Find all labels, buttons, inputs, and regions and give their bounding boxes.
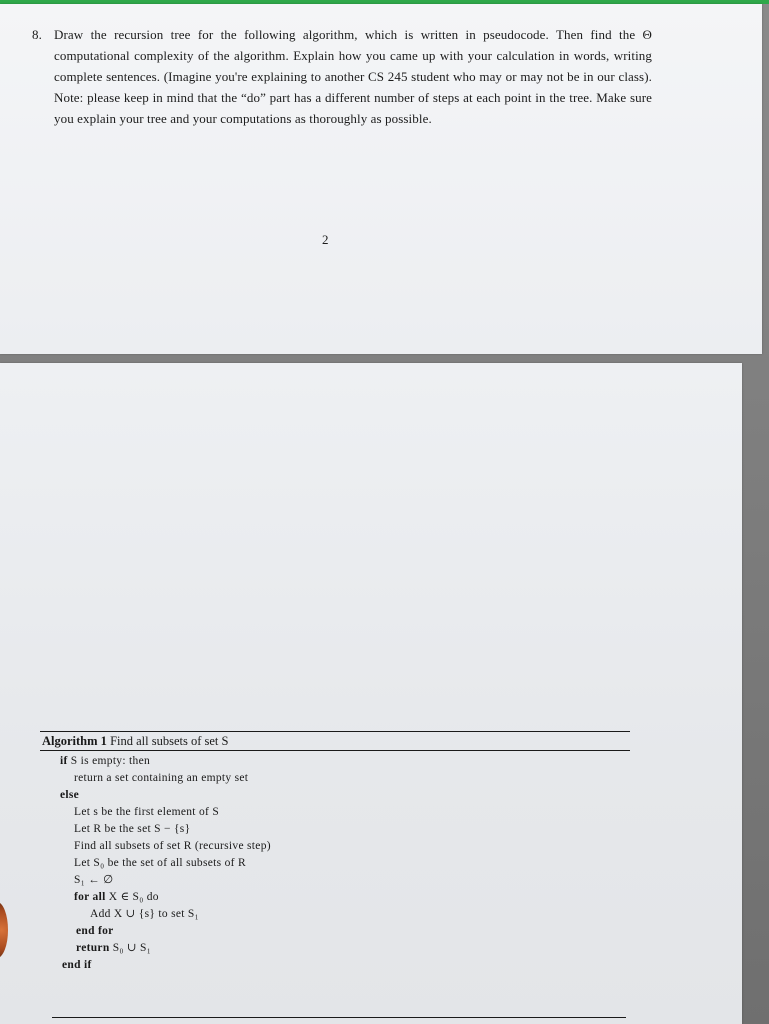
question-number: 8. [32, 27, 42, 42]
algorithm-label: Algorithm 1 [42, 734, 107, 748]
algorithm-line: if S is empty: then [60, 755, 151, 767]
algorithm-line: for all X ∈ S₀ do [74, 891, 159, 903]
lower-page [0, 363, 742, 1024]
algorithm-top-rule [40, 731, 630, 732]
algorithm-line: Add X ∪ {s} to set S₁ [90, 908, 199, 920]
algorithm-line: return S₀ ∪ S₁ [76, 942, 152, 954]
algorithm-header-rule [40, 750, 630, 751]
page-number: 2 [322, 232, 329, 247]
algorithm-title: Find all subsets of set S [110, 734, 229, 748]
question-text: Draw the recursion tree for the following algorithm, which is written in pseudocode. Then find the Θ computational complexity of the algorithm. Explain how you came up with your calculation in words, writing complete sentences. (Imagine you're explaining to another CS 245 student who may or may not be in our class). Note: please keep in mind that the “do” part has a different number of steps at each point in the tree. Make sure you explain your tree and your computations as thoroughly as possible. [54, 27, 652, 126]
algorithm-line: Let R be the set S − {s} [74, 823, 191, 835]
algorithm-line: Find all subsets of set R (recursive step) [74, 840, 271, 852]
algorithm-line: return a set containing an empty set [74, 772, 249, 784]
question-block [32, 24, 652, 129]
upper-page [0, 4, 762, 354]
algorithm-line: S₁ ← ∅ [74, 874, 114, 886]
algorithm-line: else [60, 789, 80, 801]
algorithm-line: end for [76, 925, 114, 937]
algorithm-line: end if [62, 959, 92, 971]
algorithm-header [42, 734, 228, 749]
algorithm-line: Let S₀ be the set of all subsets of R [74, 857, 246, 869]
algorithm-bottom-rule [52, 1017, 626, 1018]
algorithm-line: Let s be the first element of S [74, 806, 220, 818]
